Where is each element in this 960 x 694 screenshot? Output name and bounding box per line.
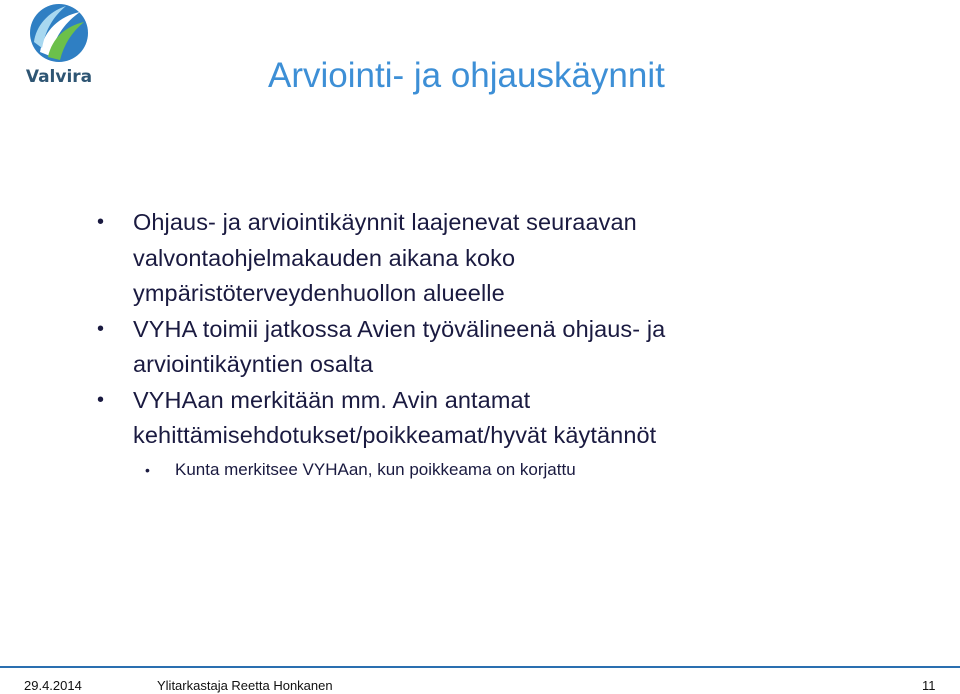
- footer-date: 29.4.2014: [24, 678, 82, 693]
- footer-divider: [0, 666, 960, 668]
- bullet-icon: •: [97, 388, 105, 411]
- logo-text: Valvira: [25, 67, 93, 87]
- bullet-icon: •: [97, 211, 105, 233]
- slide-content: [97, 205, 917, 484]
- bullet-line: kehittämisehdotukset/poikkeamat/hyvät käytännöt: [133, 422, 657, 448]
- bullet-line: VYHAan merkitään mm. Avin antamat: [133, 386, 531, 413]
- bullet-line: arviointikäyntien osalta: [133, 351, 374, 377]
- slide-title: Arviointi- ja ohjauskäynnit: [268, 56, 665, 95]
- bullet-item: [97, 383, 917, 454]
- sub-bullet-item: [145, 456, 917, 484]
- bullet-icon: •: [97, 317, 105, 340]
- bullet-line: valvontaohjelmakauden aikana koko: [133, 244, 516, 271]
- sub-bullet-icon: •: [145, 461, 150, 478]
- footer-page-number: 11: [922, 678, 936, 693]
- bullet-item: [97, 205, 917, 312]
- bullet-line: Ohjaus- ja arviointikäynnit laajenevat seuraavan: [133, 209, 637, 235]
- bullet-line: ympäristöterveydenhuollon alueelle: [133, 280, 505, 306]
- valvira-logo-mark-icon: [26, 2, 92, 68]
- footer-author: Ylitarkastaja Reetta Honkanen: [157, 678, 333, 693]
- bullet-line: VYHA toimii jatkossa Avien työvälineenä ohjaus- ja: [133, 315, 666, 342]
- bullet-item: [97, 312, 917, 383]
- sub-bullet-text: Kunta merkitsee VYHAan, kun poikkeama on korjattu: [175, 459, 576, 479]
- valvira-logo: [22, 2, 96, 94]
